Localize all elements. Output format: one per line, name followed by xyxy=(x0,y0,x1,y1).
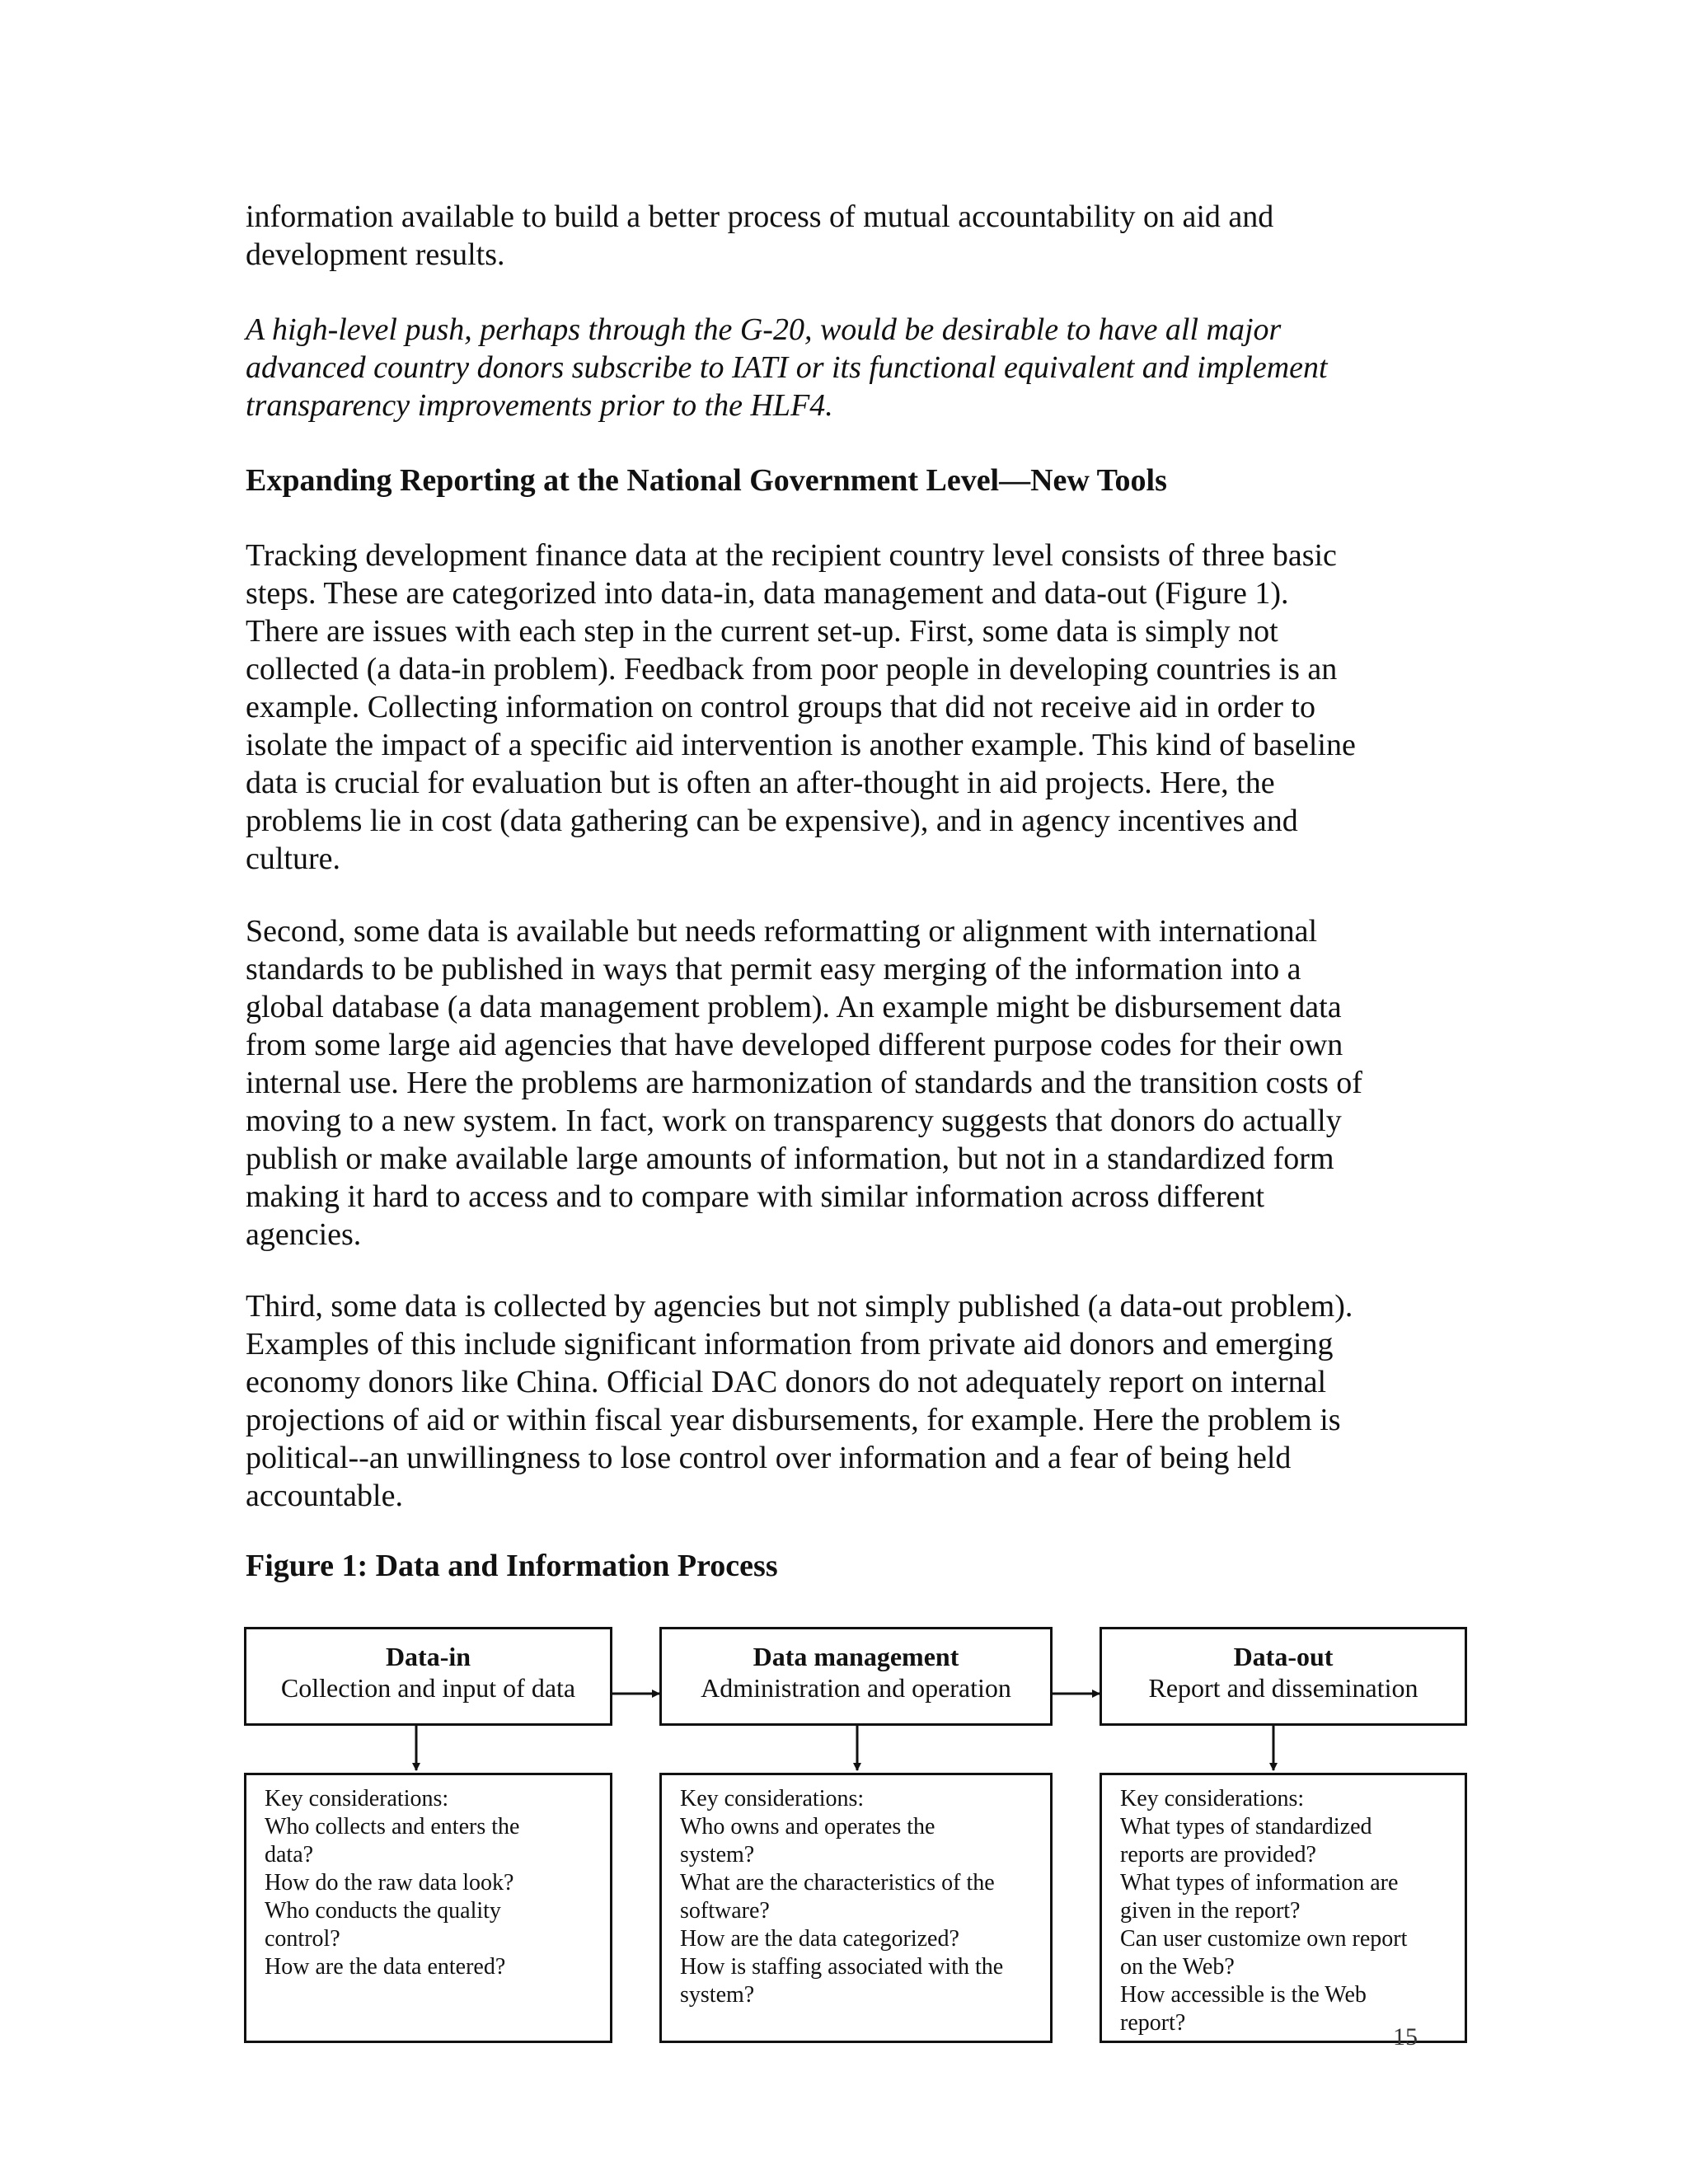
consideration-line: How are the data entered? xyxy=(265,1954,506,1980)
considerations-box-data-in xyxy=(244,1773,612,2043)
consideration-line: What are the characteristics of the xyxy=(680,1870,995,1896)
text-line: moving to a new system. In fact, work on transparency suggests that donors do actually xyxy=(246,1104,1342,1138)
text-line: making it hard to access and to compare with similar information across different xyxy=(246,1179,1265,1214)
consideration-line: Key considerations: xyxy=(265,1786,449,1811)
consideration-line: control? xyxy=(265,1926,340,1952)
text-line: There are issues with each step in the current set-up. First, some data is simply not xyxy=(246,614,1278,649)
stage-box-data-management xyxy=(659,1627,1053,1726)
stage-title: Data-out xyxy=(1233,1642,1334,1671)
consideration-line: How do the raw data look? xyxy=(265,1870,514,1896)
consideration-line: Key considerations: xyxy=(680,1786,865,1811)
stage-subtitle: Administration and operation xyxy=(701,1673,1011,1703)
text-line: collected (a data-in problem). Feedback from poor people in developing countries is an xyxy=(246,652,1338,687)
text-line: standards to be published in ways that permit easy merging of the information into a xyxy=(246,952,1301,987)
text-line: data is crucial for evaluation but is often an after-thought in aid projects. Here, the xyxy=(246,766,1275,800)
text-line: example. Collecting information on control groups that did not receive aid in order to xyxy=(246,690,1315,724)
stage-box-data-out xyxy=(1100,1627,1467,1726)
text-line: publish or make available large amounts of information, but not in a standardized form xyxy=(246,1141,1334,1176)
consideration-line: system? xyxy=(680,1842,755,1868)
consideration-line: Who owns and operates the xyxy=(680,1814,935,1840)
consideration-line: on the Web? xyxy=(1120,1954,1235,1980)
figure-title: Figure 1: Data and Information Process xyxy=(246,1549,778,1583)
consideration-line: system? xyxy=(680,1982,755,2008)
stage-title: Data-in xyxy=(385,1642,471,1671)
text-line: economy donors like China. Official DAC donors do not adequately report on internal xyxy=(246,1365,1327,1399)
text-line: transparency improvements prior to the HLF4. xyxy=(246,388,833,423)
text-line: information available to build a better process of mutual accountability on aid and xyxy=(246,199,1274,234)
text-line: internal use. Here the problems are harmonization of standards and the transition costs of xyxy=(246,1066,1362,1100)
section-heading: Expanding Reporting at the National Government Level—New Tools xyxy=(246,463,1167,498)
consideration-line: Who collects and enters the xyxy=(265,1814,520,1840)
stage-subtitle: Report and dissemination xyxy=(1148,1673,1418,1703)
consideration-line: reports are provided? xyxy=(1120,1842,1316,1868)
text-line: culture. xyxy=(246,841,341,876)
consideration-line: How is staffing associated with the xyxy=(680,1954,1004,1980)
consideration-line: report? xyxy=(1120,2010,1186,2036)
consideration-line: What types of standardized xyxy=(1120,1814,1372,1840)
stage-subtitle: Collection and input of data xyxy=(280,1673,576,1703)
stage-box-data-in xyxy=(244,1627,612,1726)
consideration-line: given in the report? xyxy=(1120,1898,1301,1924)
text-line: accountable. xyxy=(246,1479,403,1513)
consideration-line: How accessible is the Web xyxy=(1120,1982,1367,2008)
text-line: Second, some data is available but needs reformatting or alignment with international xyxy=(246,914,1318,949)
text-line: development results. xyxy=(246,237,505,272)
text-line: global database (a data management problem). An example might be disbursement data xyxy=(246,990,1342,1024)
consideration-line: Key considerations: xyxy=(1120,1786,1305,1811)
consideration-line: How are the data categorized? xyxy=(680,1926,959,1952)
consideration-line: Who conducts the quality xyxy=(265,1898,501,1924)
consideration-line: data? xyxy=(265,1842,314,1868)
consideration-line: What types of information are xyxy=(1120,1870,1399,1896)
text-line: steps. These are categorized into data-in, data management and data-out (Figure 1). xyxy=(246,576,1289,611)
text-line: agencies. xyxy=(246,1217,362,1252)
text-line: isolate the impact of a specific aid intervention is another example. This kind of baseline xyxy=(246,728,1356,762)
text-line: A high-level push, perhaps through the G-20, would be desirable to have all major xyxy=(246,312,1282,347)
text-line: projections of aid or within fiscal year disbursements, for example. Here the problem is xyxy=(246,1403,1341,1437)
consideration-line: software? xyxy=(680,1898,770,1924)
text-line: from some large aid agencies that have developed different purpose codes for their own xyxy=(246,1028,1343,1062)
considerations-box-data-out xyxy=(1100,1773,1467,2043)
text-line: problems lie in cost (data gathering can be expensive), and in agency incentives and xyxy=(246,804,1298,838)
stage-title: Data management xyxy=(753,1642,959,1671)
text-line: Tracking development finance data at the recipient country level consists of three basic xyxy=(246,538,1337,573)
text-line: advanced country donors subscribe to IATI or its functional equivalent and implement xyxy=(246,350,1328,385)
page-number: 15 xyxy=(1393,2023,1418,2050)
consideration-line: Can user customize own report xyxy=(1120,1926,1408,1952)
text-line: Third, some data is collected by agencies but not simply published (a data-out problem). xyxy=(246,1289,1353,1324)
text-line: political--an unwillingness to lose control over information and a fear of being held xyxy=(246,1441,1292,1475)
text-line: Examples of this include significant information from private aid donors and emerging xyxy=(246,1327,1334,1361)
considerations-box-data-management xyxy=(659,1773,1053,2043)
